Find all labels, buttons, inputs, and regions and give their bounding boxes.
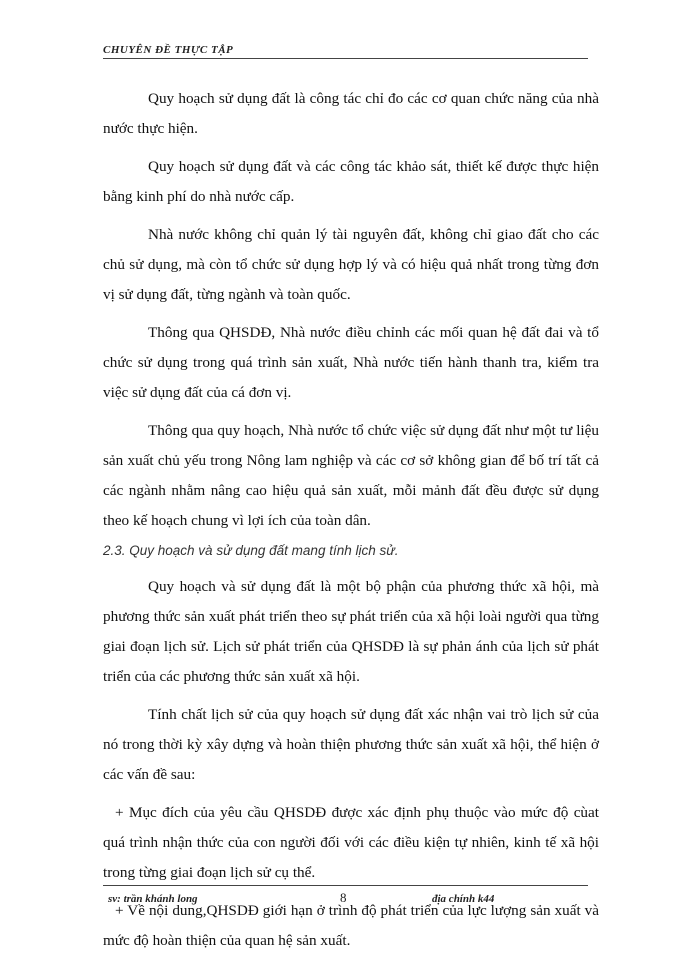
paragraph: Quy hoạch sử dụng đất và các công tác khảo sát, thiết kế được thực hiện bằng kinh phí do nhà nước cấp. <box>103 158 599 205</box>
bullet-paragraph: + Về nội dung,QHSDĐ giới hạn ở trình độ phát triển của lực lượng sản xuất và mức độ hoàn thiện của quan hệ sản xuất. <box>103 902 599 949</box>
page-number: 8 <box>340 890 347 905</box>
paragraph: Thông qua QHSDĐ, Nhà nước điều chỉnh các mối quan hệ đất đai và tổ chức sử dụng trong quá trình sản xuất, Nhà nước tiến hành thanh tra, kiểm tra việc sử dụng đất của cá đơn vị. <box>103 324 599 401</box>
footer-class: địa chính k44 <box>432 893 495 905</box>
header-title: CHUYÊN ĐỀ THỰC TẬP <box>103 44 234 56</box>
header-rule <box>103 58 588 59</box>
paragraph: Nhà nước không chỉ quản lý tài nguyên đất, không chỉ giao đất cho các chủ sử dụng, mà còn tổ chức sử dụng hợp lý và có hiệu quả nhất trong từng đơn vị sử dụng đất, từng ngành và toàn quốc. <box>103 226 599 303</box>
paragraph: Quy hoạch sử dụng đất là công tác chỉ đo các cơ quan chức năng của nhà nước thực hiện. <box>103 90 599 137</box>
paragraph: Tính chất lịch sử của quy hoạch sử dụng đất xác nhận vai trò lịch sử của nó trong thời kỳ xây dựng và hoàn thiện phương thức sản xuất xã hội, thể hiện ở các vấn đề sau: <box>103 706 599 783</box>
paragraph: Quy hoạch và sử dụng đất là một bộ phận của phương thức xã hội, mà phương thức sản xuất phát triển theo sự phát triển của xã hội loài người qua từng giai đoạn lịch sử. Lịch sử phát triển của QHSDĐ là sự phản ánh của lịch sử phát triển của các phương thức sản xuất xã hội. <box>103 578 599 685</box>
footer-author: sv: trần khánh long <box>108 893 198 905</box>
footer-rule <box>103 885 588 886</box>
body-text <box>103 84 599 964</box>
section-heading: 2.3. Quy hoạch và sử dụng đất mang tính lịch sử. <box>103 543 399 558</box>
bullet-paragraph: + Mục đích của yêu cầu QHSDĐ được xác định phụ thuộc vào mức độ cùat quá trình nhận thức của con người đối với các điều kiện tự nhiên, kinh tế xã hội trong từng giai đoạn lịch sử cụ thể. <box>103 804 599 881</box>
paragraph: Thông qua quy hoạch, Nhà nước tổ chức việc sử dụng đất như một tư liệu sản xuất chủ yếu trong Nông lam nghiệp và các cơ sở không gian để bố trí tất cả các ngành nhằm nâng cao hiệu quả sản xuất, mỗi mảnh đất đều được sử dụng theo kế hoạch chung vì lợi ích của toàn dân. <box>103 422 599 529</box>
